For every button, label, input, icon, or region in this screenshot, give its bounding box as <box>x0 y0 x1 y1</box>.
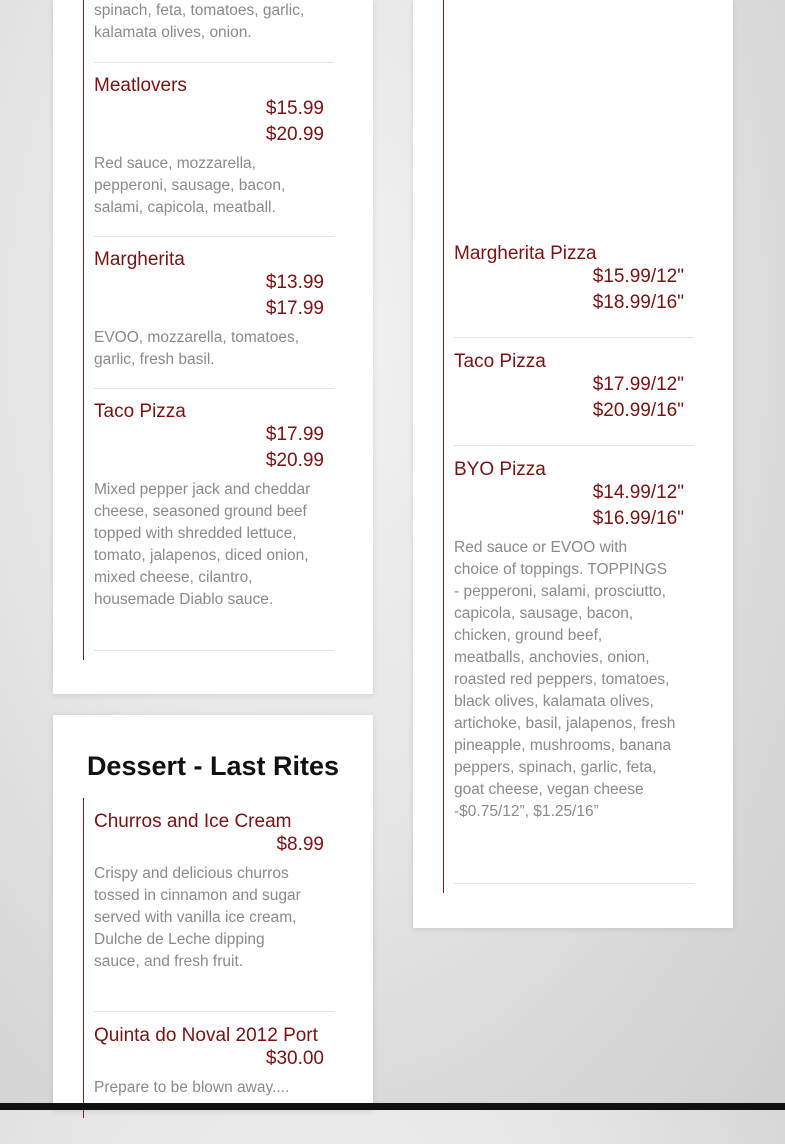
item-description: Crispy and delicious churros tossed in cinnamon and sugar served with vanilla ice cream, Dulche de Leche dipping sauce, and fresh fruit. <box>94 865 301 970</box>
left-menu-card <box>53 0 373 694</box>
menu-item-taco-pizza[interactable] <box>94 400 334 651</box>
price-large: $18.99/16" <box>592 292 684 313</box>
price-small: $17.99 <box>265 424 324 445</box>
left-menu-items <box>83 0 334 660</box>
item-description: Red sauce or EVOO with choice of toppings. TOPPINGS - pepperoni, salami, prosciutto, capicola, sausage, bacon, chicken, ground beef, meatballs, anchovies, onion, roasted red peppers, tomatoes, black olives, kalamata olives, artichoke, basil, jalapenos, fresh pineapple, mushrooms, banana peppers, spinach, garlic, feta, goat cheese, vegan cheese -$0.75/12”, $1.25/16” <box>454 539 676 820</box>
price-small: $13.99 <box>265 272 324 293</box>
item-name: Taco Pizza <box>454 351 546 372</box>
section-title: Dessert - Last Rites <box>86 751 340 781</box>
menu-item-taco-pizza[interactable] <box>454 350 694 446</box>
price-small: $15.99/12" <box>592 266 684 287</box>
item-name: Quinta do Noval 2012 Port <box>94 1025 318 1046</box>
item-name: BYO Pizza <box>454 459 546 480</box>
menu-item-meatlovers[interactable] <box>94 74 334 237</box>
menu-item-churros[interactable] <box>94 810 334 1012</box>
item-name: Taco Pizza <box>94 401 186 422</box>
menu-item-byo-pizza[interactable] <box>454 458 694 884</box>
price-small: $15.99 <box>265 98 324 119</box>
price: $30.00 <box>265 1048 324 1069</box>
menu-item-margherita-pizza[interactable] <box>454 242 694 338</box>
price-small: $14.99/12" <box>592 482 684 503</box>
item-description: Mixed pepper jack and cheddar cheese, seasoned ground beef topped with shredded lettuce, tomato, jalapenos, diced onion, mixed cheese, cilantro, housemade Diablo sauce. <box>94 481 311 608</box>
right-menu-items <box>443 0 694 893</box>
item-description: Red sauce, mozzarella, pepperoni, sausage, bacon, salami, capicola, meatball. <box>94 155 286 216</box>
price-large: $16.99/16" <box>592 508 684 529</box>
item-description: EVOO, mozzarella, tomatoes, garlic, fresh basil. <box>94 329 300 368</box>
price-large: $20.99 <box>265 124 324 145</box>
item-name: Margherita <box>94 249 185 270</box>
bottom-bar <box>0 1103 785 1110</box>
price-large: $20.99/16" <box>592 400 684 421</box>
price-small: $17.99/12" <box>592 374 684 395</box>
price-large: $17.99 <box>265 298 324 319</box>
price-large: $20.99 <box>265 450 324 471</box>
menu-item-margherita[interactable] <box>94 248 334 389</box>
item-name: Margherita Pizza <box>454 243 597 264</box>
dessert-card <box>53 715 373 1110</box>
item-description: spinach, feta, tomatoes, garlic, kalamata olives, onion. <box>94 2 305 41</box>
dessert-items <box>83 798 334 1118</box>
item-name: Meatlovers <box>94 75 187 96</box>
item-name: Churros and Ice Cream <box>94 811 292 832</box>
item-description: Prepare to be blown away.... <box>94 1079 290 1096</box>
right-menu-card <box>413 0 733 928</box>
price: $8.99 <box>276 834 324 855</box>
menu-item-fragment <box>94 0 334 63</box>
menu-item-port[interactable] <box>94 1024 334 1144</box>
